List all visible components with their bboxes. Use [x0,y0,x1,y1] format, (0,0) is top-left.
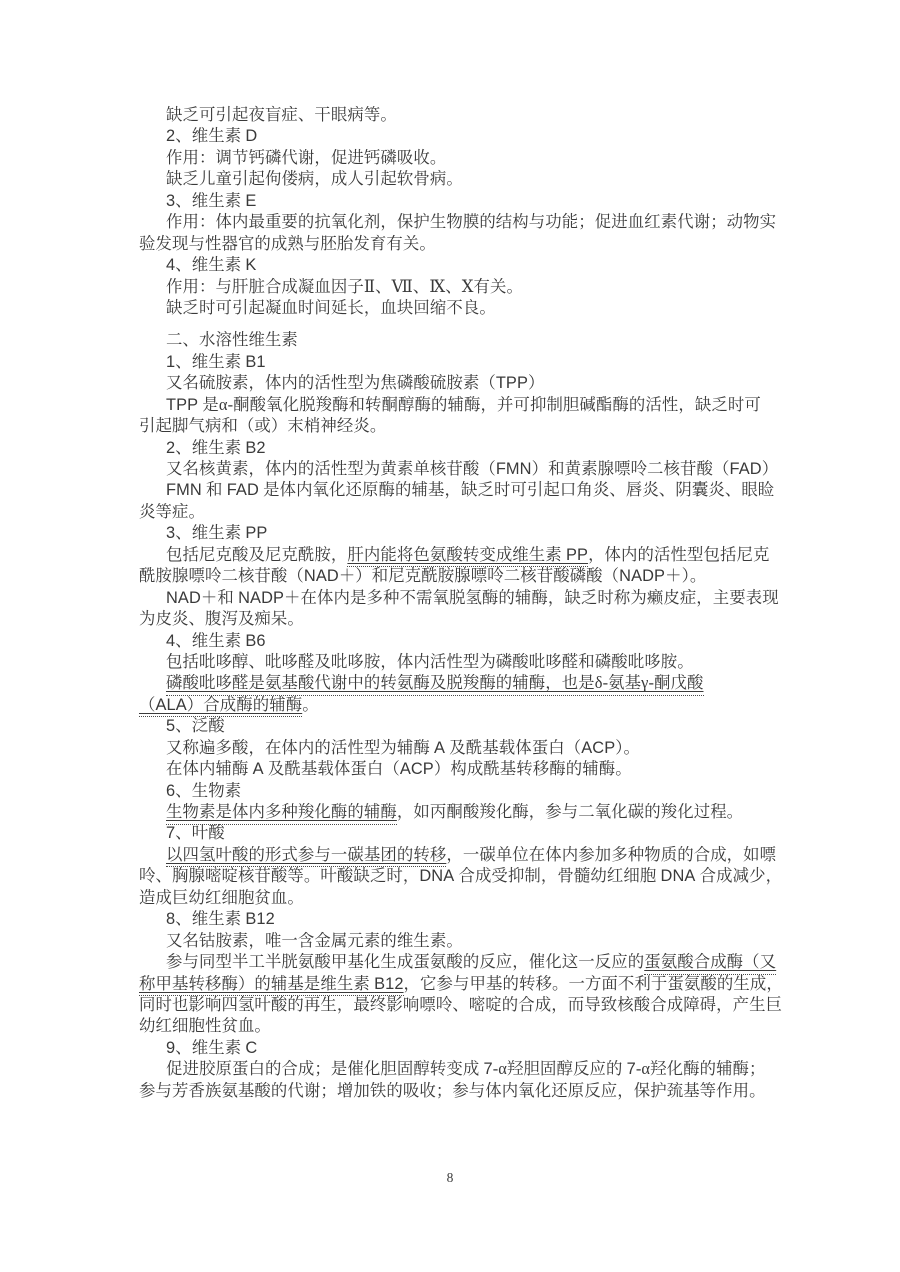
text-segment: 4、维生素 K [166,255,257,275]
page-number: 8 [446,1170,454,1185]
latin-text: ACP [581,738,616,757]
text-segment: ，体内的活性型包括尼克 [588,544,770,564]
latin-text: NAD [303,567,339,586]
text-line [139,1080,791,1101]
text-segment: ，如丙酮酸羧化酶，参与二氧化碳的羧化过程。 [396,802,744,821]
text-segment: 。 [302,694,319,714]
text-segment: 酰胺腺嘌呤二核苷酸（NAD＋）和尼克酰胺腺嘌呤二核苷酸磷酸（NADP＋）。 [139,566,707,586]
text-segment: 5、泛酸 [166,716,225,736]
text-segment: 3、维生素 PP [166,523,268,543]
latin-text: DNA [419,867,455,886]
text-line [139,737,791,758]
text-line [139,458,791,479]
text-segment: 同时也影响四氢叶酸的再生，最终影响嘌呤、嘧啶的合成，而导致核酸合成障碍，产生巨 [139,994,783,1014]
text-segment: 1、维生素 B1 [166,351,266,371]
text-line [139,672,791,693]
text-segment: 7、叶酸 [166,823,225,843]
underlined-text: 以四氢叶酸的形式参与一碳基团的转移 [166,845,446,868]
text-segment: 3、维生素 E [166,190,257,210]
text-line [139,479,791,500]
latin-text: K [245,256,257,275]
text-segment: 作用：体内最重要的抗氧化剂，保护生物膜的结构与功能；促进血红素代谢；动物实 [166,212,777,232]
text-line [139,1037,791,1058]
text-line [139,1058,791,1079]
text-segment: 二、水溶性维生素 [166,330,298,350]
text-line [139,715,791,736]
text-segment: 又称遍多酸，在体内的活性型为辅酶 A 及酰基载体蛋白（ACP）。 [166,737,641,757]
text-line [139,994,791,1015]
text-line [139,822,791,843]
text-line [139,973,791,994]
latin-text: NADP [238,588,285,607]
text-segment: 2、维生素 B2 [166,437,266,457]
latin-text: 2 [166,438,176,457]
latin-text: E [245,191,257,210]
text-segment: 在体内辅酶 A 及酰基载体蛋白（ACP）构成酰基转移酶的辅酶。 [166,759,632,779]
text-line [139,630,791,651]
latin-text: 1 [166,352,176,371]
latin-text: FMN [166,481,202,500]
underlined-text: 称甲基转移酶）的辅基是维生素 B12 [139,974,404,997]
latin-text: ALA [155,695,187,714]
text-line [139,329,791,350]
text-segment: 造成巨幼红细胞贫血。 [139,887,304,907]
text-line [139,694,791,715]
underlined-text: 生物素是体内多种羧化酶的辅酶 [166,802,397,825]
latin-text: 9 [166,1038,176,1057]
text-line [139,211,791,232]
text-line [139,254,791,275]
latin-text: B1 [245,352,266,371]
text-line [139,276,791,297]
text-line [139,801,791,822]
text-line [139,887,791,908]
text-segment: 包括尼克酸及尼克酰胺， [166,544,348,564]
text-segment: 又名核黄素，体内的活性型为黄素单核苷酸（FMN）和黄素腺嘌呤二核苷酸（FAD） [166,459,779,478]
text-segment: 6、生物素 [166,780,242,800]
text-line [139,1015,791,1036]
latin-text: PP [565,545,589,564]
text-segment: 又名钴胺素，唯一含金属元素的维生素。 [166,930,463,950]
text-segment: 作用：与肝脏合成凝血因子Ⅱ、Ⅶ、Ⅸ、Ⅹ有关。 [166,276,524,296]
text-segment: 验发现与性器官的成熟与胚胎发育有关。 [139,233,436,253]
latin-text: B12 [245,910,275,929]
latin-text: A [252,760,264,779]
latin-text: 7 [626,1060,636,1079]
text-line [139,565,791,586]
text-line [139,544,791,565]
text-segment: 9、维生素 C [166,1037,258,1057]
text-segment: TPP 是α-酮酸氧化脱羧酶和转酮醇酶的辅酶，并可抑制胆碱酯酶的活性，缺乏时可 [166,394,761,414]
text-segment: 为皮炎、腹泻及痴呆。 [139,609,304,629]
text-line [139,233,791,254]
latin-text: ACP [399,760,434,779]
text-line [139,104,791,125]
text-line [139,168,791,189]
blank-line [139,318,791,329]
latin-text: 3 [166,191,176,210]
latin-text: 4 [166,256,176,275]
latin-text: 4 [166,631,176,650]
text-segment: NAD＋和 NADP＋在体内是多种不需氧脱氢酶的辅酶，缺乏时称为癞皮症，主要表现 [166,587,779,607]
latin-text: A [434,738,446,757]
latin-text: FAD [226,481,259,500]
text-line [139,587,791,608]
latin-text: 2 [166,127,176,146]
latin-text: TPP [166,395,199,414]
latin-text: NAD [166,588,201,607]
text-line [139,758,791,779]
text-segment: ，一碳单位在体内参加多种物质的合成，如嘌 [446,844,777,864]
text-segment: 缺乏时可引起凝血时间延长，血块回缩不良。 [166,297,496,317]
latin-text: 7 [166,824,176,843]
text-line [139,437,791,458]
text-line [139,844,791,865]
page-footer [0,1169,900,1187]
latin-text: PP [245,524,268,543]
page-text [139,104,791,1101]
latin-text: D [245,127,258,146]
latin-text: 6 [166,781,176,800]
text-segment: 呤、胸腺嘧啶核苷酸等。叶酸缺乏时，DNA 合成受抑制，骨髓幼红细胞 DNA 合成减少， [139,866,783,886]
latin-text: B12 [374,974,404,993]
text-segment: 炎等症。 [139,501,205,521]
text-segment: 参与同型半工半胱氨酸甲基化生成蛋氨酸的反应，催化这一反应的 [166,952,645,972]
latin-text: B2 [245,438,266,457]
text-segment: FMN 和 FAD 是体内氧化还原酶的辅基，缺乏时可引起口角炎、唇炎、阴囊炎、眼睑 [166,480,775,500]
text-segment: 4、维生素 B6 [166,630,266,650]
text-segment: 缺乏可引起夜盲症、干眼病等。 [166,105,397,124]
text-segment: 促进胶原蛋白的合成；是催化胆固醇转变成 7-α羟胆固醇反应的 7-α羟化酶的辅酶； [166,1059,766,1079]
text-line [139,394,791,415]
latin-text: FAD [729,460,762,478]
text-line [139,351,791,372]
latin-text: TPP [495,374,528,393]
latin-text: 5 [166,717,176,736]
text-segment: 缺乏儿童引起佝偻病，成人引起软骨病。 [166,169,463,189]
underlined-text: 磷酸吡哆醛是氨基酸代谢中的转氨酶及脱羧酶的辅酶，也是δ-氨基γ-酮戊酸 [166,673,704,696]
text-line [139,501,791,522]
text-segment: 幼红细胞性贫血。 [139,1016,271,1036]
underlined-text: 蛋氨酸合成酶（又 [644,952,776,975]
underlined-text: （ALA）合成酶的辅酶 [139,695,302,718]
latin-text: DNA [660,867,696,886]
text-line [139,125,791,146]
text-line [139,147,791,168]
text-segment: 作用：调节钙磷代谢，促进钙磷吸收。 [166,147,447,167]
text-segment: 2、维生素 D [166,126,258,146]
text-line [139,908,791,929]
text-line [139,522,791,543]
text-line [139,951,791,972]
latin-text: 8 [166,910,176,929]
text-line [139,608,791,629]
text-line [139,372,791,393]
latin-text: B6 [245,631,266,650]
latin-text: FMN [495,460,532,478]
text-line [139,190,791,211]
latin-text: 3 [166,524,176,543]
latin-text: 7 [483,1060,493,1079]
text-segment: 又名硫胺素，体内的活性型为焦磷酸硫胺素（TPP） [166,373,545,393]
text-line [139,651,791,672]
text-line [139,930,791,951]
latin-text: C [245,1038,258,1057]
latin-text: NADP [619,567,666,586]
underlined-text: 肝内能将色氨酸转变成维生素 PP [347,545,588,568]
text-segment: 引起脚气病和（或）末梢神经炎。 [139,416,387,436]
text-line [139,415,791,436]
text-line [139,780,791,801]
text-line [139,865,791,886]
text-segment: ，它参与甲基的转移。一方面不利于蛋氨酸的生成， [403,973,783,993]
text-segment: 8、维生素 B12 [166,909,275,929]
text-segment: 参与芳香族氨基酸的代谢；增加铁的吸收；参与体内氧化还原反应，保护巯基等作用。 [139,1080,766,1100]
text-segment: 包括吡哆醇、吡哆醛及吡哆胺，体内活性型为磷酸吡哆醛和磷酸吡哆胺。 [166,651,694,671]
text-line [139,297,791,318]
